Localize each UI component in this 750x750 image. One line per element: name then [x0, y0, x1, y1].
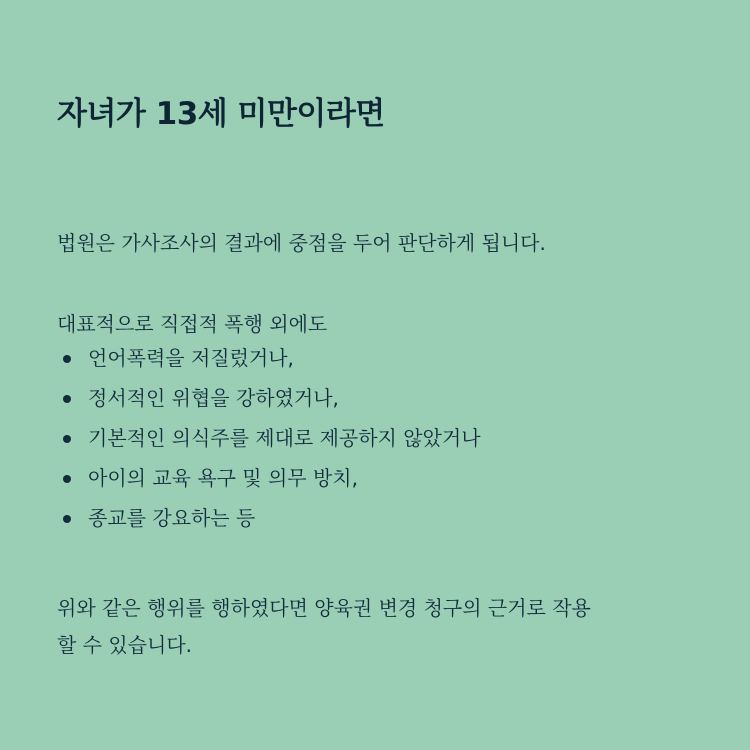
page-title: 자녀가 13세 미만이라면 [57, 96, 385, 132]
lead-paragraph: 대표적으로 직접적 폭행 외에도 [57, 312, 328, 336]
bullet-item: 아이의 교육 욕구 및 의무 방치, [57, 464, 481, 504]
bullet-item: 정서적인 위협을 강하였거나, [57, 384, 481, 424]
conclusion-line-1: 위와 같은 행위를 행하였다면 양육권 변경 청구의 근거로 작용 [57, 596, 591, 620]
conclusion-paragraph [57, 590, 591, 664]
intro-paragraph: 법원은 가사조사의 결과에 중점을 두어 판단하게 됩니다. [57, 231, 546, 255]
bullet-list [57, 344, 481, 544]
conclusion-line-2: 할 수 있습니다. [57, 633, 192, 657]
bullet-item: 언어폭력을 저질렀거나, [57, 344, 481, 384]
bullet-item: 종교를 강요하는 등 [57, 504, 481, 544]
bullet-item: 기본적인 의식주를 제대로 제공하지 않았거나 [57, 424, 481, 464]
